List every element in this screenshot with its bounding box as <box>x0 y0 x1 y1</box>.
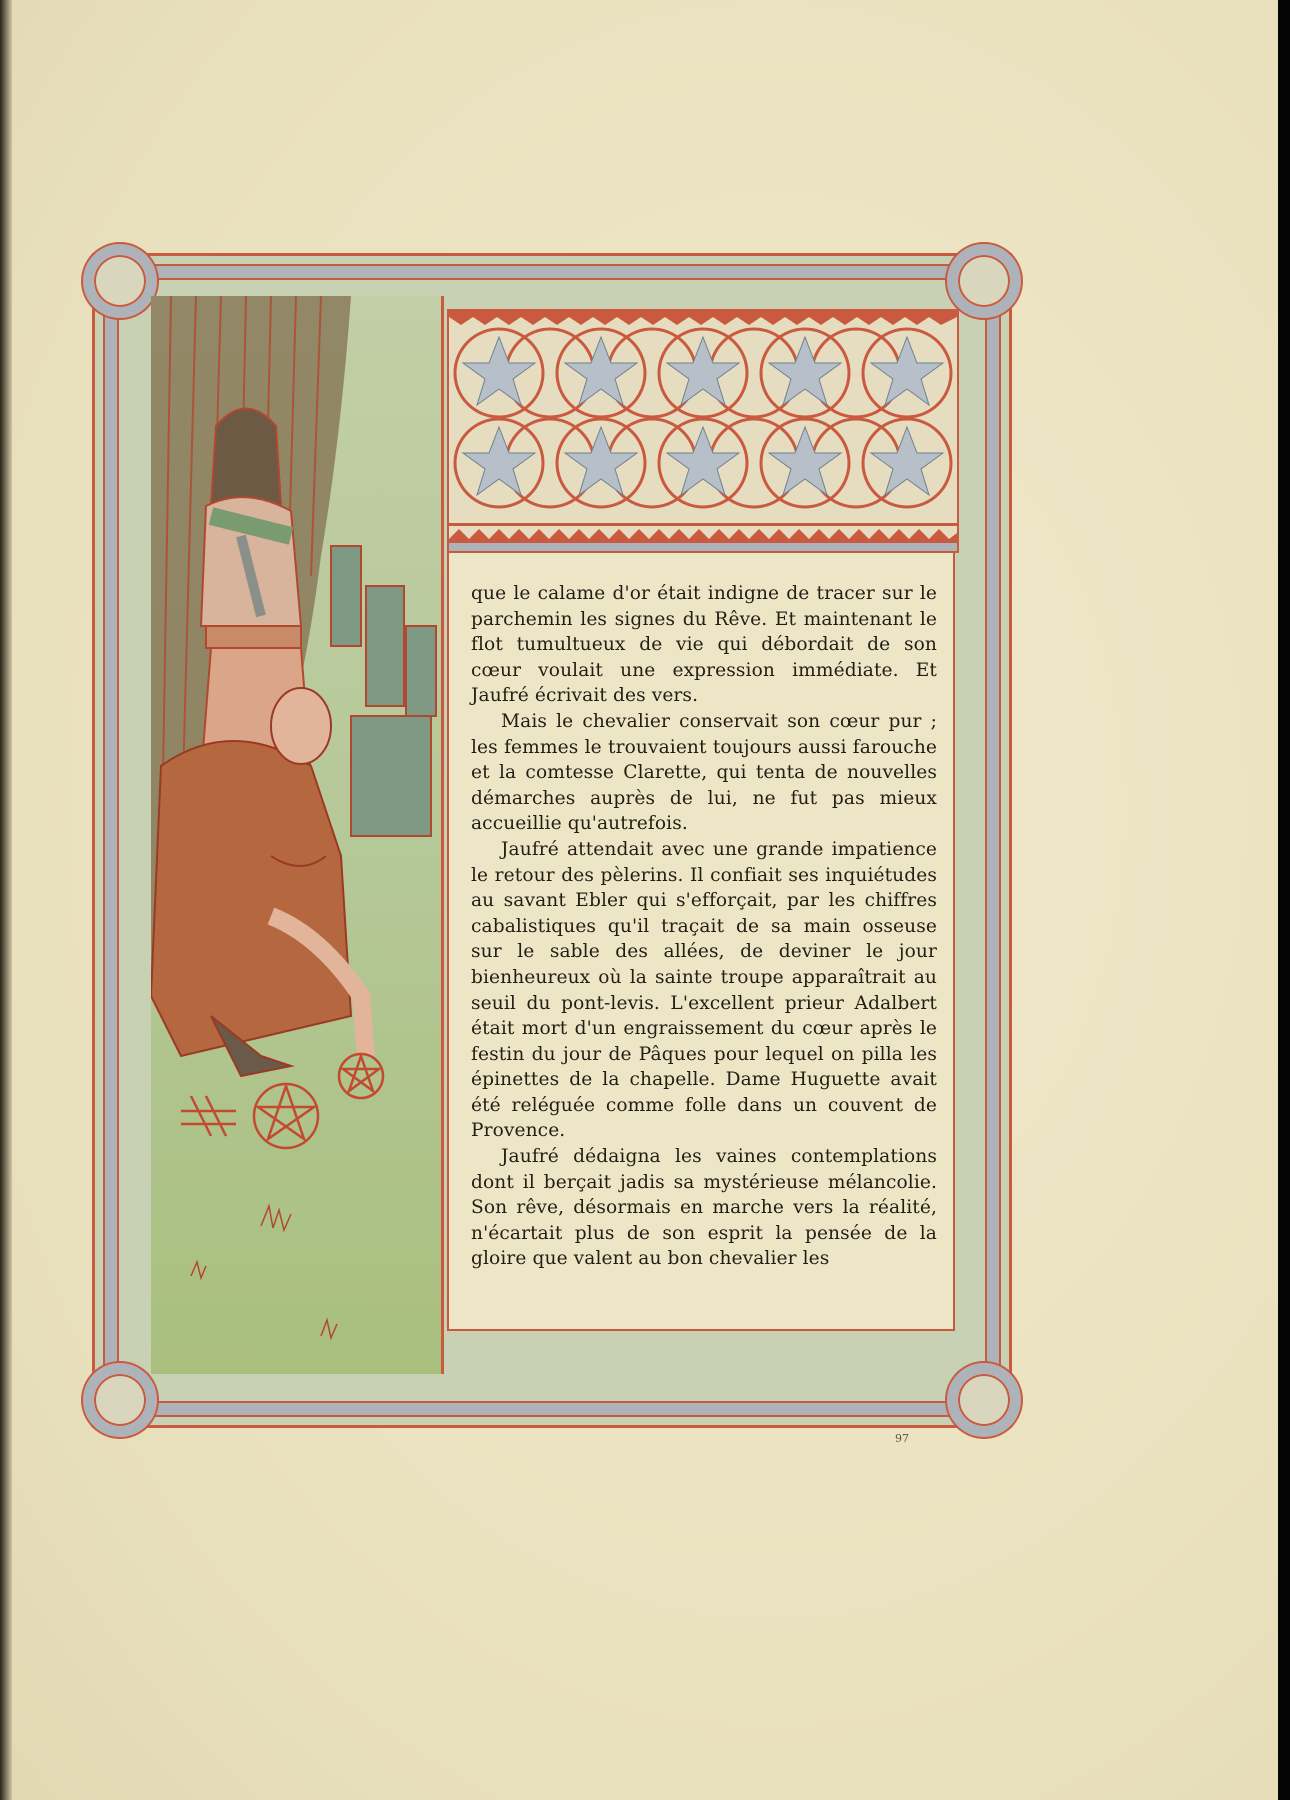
corner-ornament-icon <box>83 1363 157 1437</box>
corner-ornament-icon <box>947 244 1021 318</box>
paragraph: Jaufré dédaigna les vaines contemplations dont il berçait jadis sa mystérieuse mélancolie. Son rêve, désormais en marche vers la réalité, n'écartait plus de son esprit la pensée de la gloire que valent au bon chevalier les <box>471 1146 937 1270</box>
corner-ornament-icon <box>947 1363 1021 1437</box>
paragraph: Jaufré attendait avec une grande impatience le retour des pèlerins. Il confiait ses inquiétudes au savant Ebler qui s'efforçait, par les chiffres cabalistiques qu'il traçait de sa main osseuse sur le sable des allées, de deviner le jour bienheureux où la sainte troupe apparaîtrait au seuil du pont-levis. L'excellent prieur Adalbert était mort d'un engraissement du cœur après le festin du jour de Pâques pour lequel on pilla les épinettes de la chapelle. Dame Huguette avait été reléguée comme folle dans un couvent de Provence. <box>471 838 937 1142</box>
pentagram-star-pattern-icon <box>447 309 959 553</box>
previous-page-edge <box>0 0 12 1800</box>
decorative-plate <box>92 253 1012 1428</box>
book-page <box>12 0 1278 1800</box>
paragraph: Mais le chevalier conservait son cœur pur ; les femmes le trouvaient toujours aussi farouche et la comtesse Clarette, qui tenta de nouvelles démarches auprès de lui, ne fut pas mieux accueillie qu'autrefois. <box>471 710 937 835</box>
body-text-panel <box>447 551 955 1331</box>
paragraph: que le calame d'or était indigne de tracer sur le parchemin les signes du Rêve. Et maintenant le flot tumultueux de vie qui débordait de son cœur voulait une expression immédiate. Et Jaufré écrivait des vers. <box>471 583 937 707</box>
illustration-image <box>151 296 444 1374</box>
corner-ornament-icon <box>83 244 157 318</box>
page-number: 97 <box>895 1432 909 1445</box>
